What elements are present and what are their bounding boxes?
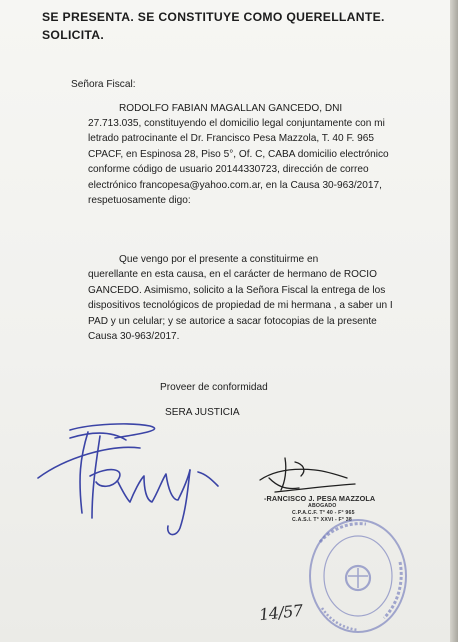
salutation: Señora Fiscal: [71, 79, 136, 90]
body-line: querellante en esta causa, en el carácter de hermano de ROCIO [88, 269, 377, 281]
client-signature [30, 418, 230, 543]
official-stamp [302, 512, 412, 637]
body-line: Que vengo por el presente a constituirme en [119, 254, 319, 265]
closing-line: Proveer de conformidad [160, 382, 268, 393]
closing-justicia: SERA JUSTICIA [165, 407, 240, 418]
intro-last-line: respetuosamente digo: [88, 194, 191, 206]
intro-line: CPACF, en Espinosa 28, Piso 5°, Of. C, CABA domicilio electrónico [88, 148, 389, 160]
body-paragraph [88, 252, 393, 344]
body-line: PAD y un celular; y se autorice a sacar fotocopias de la presente [88, 315, 377, 327]
document-title [42, 8, 402, 44]
lawyer-name: -RANCISCO J. PESA MAZZOLA [264, 494, 376, 503]
intro-paragraph [88, 116, 389, 208]
body-line: Causa 30-963/2017. [88, 330, 180, 342]
lawyer-signature [255, 440, 365, 500]
email-suffix: yahoo.com.ar, en la Causa 30-963/2017, [199, 179, 382, 191]
page-edge-shadow [450, 0, 458, 642]
lawyer-title: ABOGADO [308, 503, 337, 509]
lawyer-registration: C.P.A.C.F. T° 40 - F° 965 [292, 510, 355, 517]
intro-line: RODOLFO FABIAN MAGALLAN GANCEDO, DNI [119, 103, 343, 114]
email-line [88, 178, 389, 193]
intro-paragraph-line-1 [88, 101, 342, 116]
email-prefix: electrónico francopesa [88, 179, 190, 191]
handwritten-page-number: 14/57 [258, 600, 304, 625]
body-line: GANCEDO. Asimismo, solicito a la Señora Fiscal la entrega de los [88, 284, 386, 296]
intro-line: letrado patrocinante el Dr. Francisco Pesa Mazzola, T. 40 F. 965 [88, 133, 374, 145]
title-line-2: SOLICITA. [42, 28, 105, 42]
body-line: dispositivos tecnológicos de propiedad de mi hermana , a saber un I [88, 300, 393, 312]
intro-line: conforme código de usuario 20144330723, dirección de correo [88, 164, 369, 176]
title-line-1: SE PRESENTA. SE CONSTITUYE COMO QUERELLANTE. [42, 10, 385, 24]
email-at-symbol: @ [189, 179, 200, 191]
lawyer-casi: C.A.S.I. T° XXVI - F° 38 [292, 517, 352, 524]
intro-line: 27.713.035, constituyendo el domicilio legal conjuntamente con mi [88, 118, 385, 129]
